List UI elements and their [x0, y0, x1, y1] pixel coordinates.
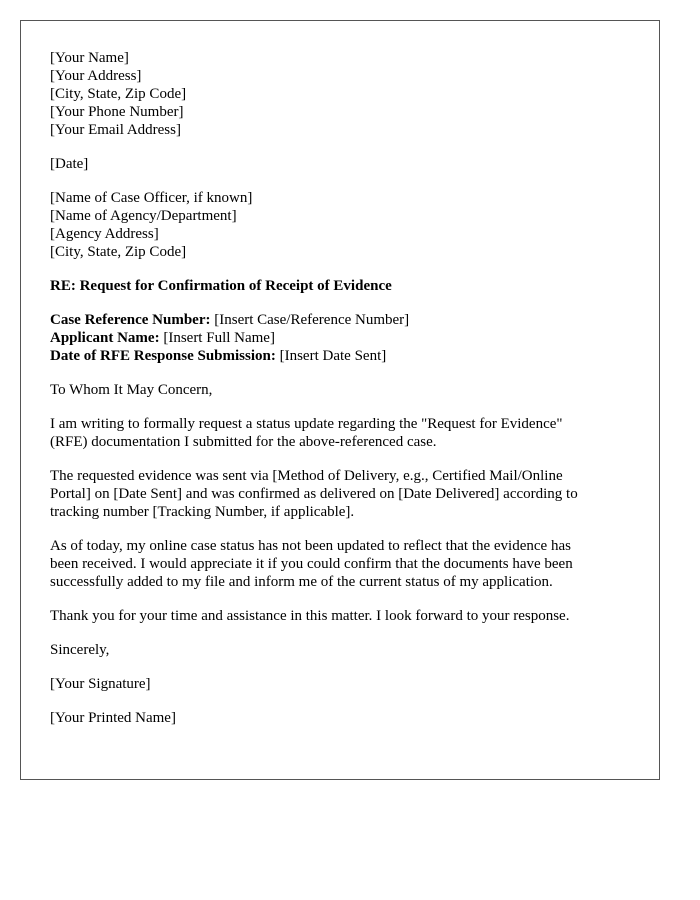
case-reference-row — [50, 311, 630, 329]
paragraph-line: been received. I would appreciate it if you could confirm that the documents have been — [50, 556, 573, 572]
paragraph-line: I am writing to formally request a status update regarding the "Request for Evidence" — [50, 416, 563, 432]
applicant-label: Applicant Name: — [50, 330, 160, 346]
applicant-value: [Insert Full Name] — [159, 330, 275, 346]
printed-name-block — [50, 709, 630, 727]
paragraph-line: (RFE) documentation I submitted for the above-referenced case. — [50, 434, 437, 450]
recipient-block — [50, 189, 630, 261]
salutation-block — [50, 381, 630, 399]
sender-address: [Your Address] — [50, 68, 142, 84]
submission-date-label: Date of RFE Response Submission: — [50, 348, 276, 364]
signature-block — [50, 675, 630, 693]
subject-line: RE: Request for Confirmation of Receipt of Evidence — [50, 278, 392, 294]
sender-phone: [Your Phone Number] — [50, 104, 184, 120]
body-paragraph-2 — [50, 467, 630, 521]
salutation: To Whom It May Concern, — [50, 382, 213, 398]
paragraph-line: As of today, my online case status has not been updated to reflect that the evidence has — [50, 538, 571, 554]
body-paragraph-4 — [50, 607, 630, 625]
body-paragraph-1 — [50, 415, 630, 451]
closing-block — [50, 641, 630, 659]
printed-name: [Your Printed Name] — [50, 710, 176, 726]
case-reference-label: Case Reference Number: — [50, 312, 211, 328]
recipient-agency: [Name of Agency/Department] — [50, 208, 237, 224]
submission-date-value: [Insert Date Sent] — [275, 348, 387, 364]
signature-placeholder: [Your Signature] — [50, 676, 151, 692]
sender-name: [Your Name] — [50, 50, 129, 66]
paragraph-line: The requested evidence was sent via [Method of Delivery, e.g., Certified Mail/Online — [50, 468, 563, 484]
closing: Sincerely, — [50, 642, 110, 658]
letter-page — [20, 20, 660, 780]
recipient-city-state-zip: [City, State, Zip Code] — [50, 244, 187, 260]
letter-date: [Date] — [50, 156, 89, 172]
sender-city-state-zip: [City, State, Zip Code] — [50, 86, 187, 102]
paragraph-line: Portal] on [Date Sent] and was confirmed as delivered on [Date Delivered] according to — [50, 486, 578, 502]
subject-block — [50, 277, 630, 295]
submission-date-row — [50, 347, 630, 365]
applicant-row — [50, 329, 630, 347]
paragraph-line: tracking number [Tracking Number, if applicable]. — [50, 504, 355, 520]
sender-email: [Your Email Address] — [50, 122, 181, 138]
letter-body — [50, 49, 630, 743]
body-paragraph-3 — [50, 537, 630, 591]
case-reference-value: [Insert Case/Reference Number] — [210, 312, 410, 328]
sender-block — [50, 49, 630, 139]
recipient-officer: [Name of Case Officer, if known] — [50, 190, 253, 206]
case-details — [50, 311, 630, 365]
paragraph-line: Thank you for your time and assistance in this matter. I look forward to your response. — [50, 608, 570, 624]
date-block — [50, 155, 630, 173]
recipient-address: [Agency Address] — [50, 226, 159, 242]
paragraph-line: successfully added to my file and inform me of the current status of my application. — [50, 574, 553, 590]
